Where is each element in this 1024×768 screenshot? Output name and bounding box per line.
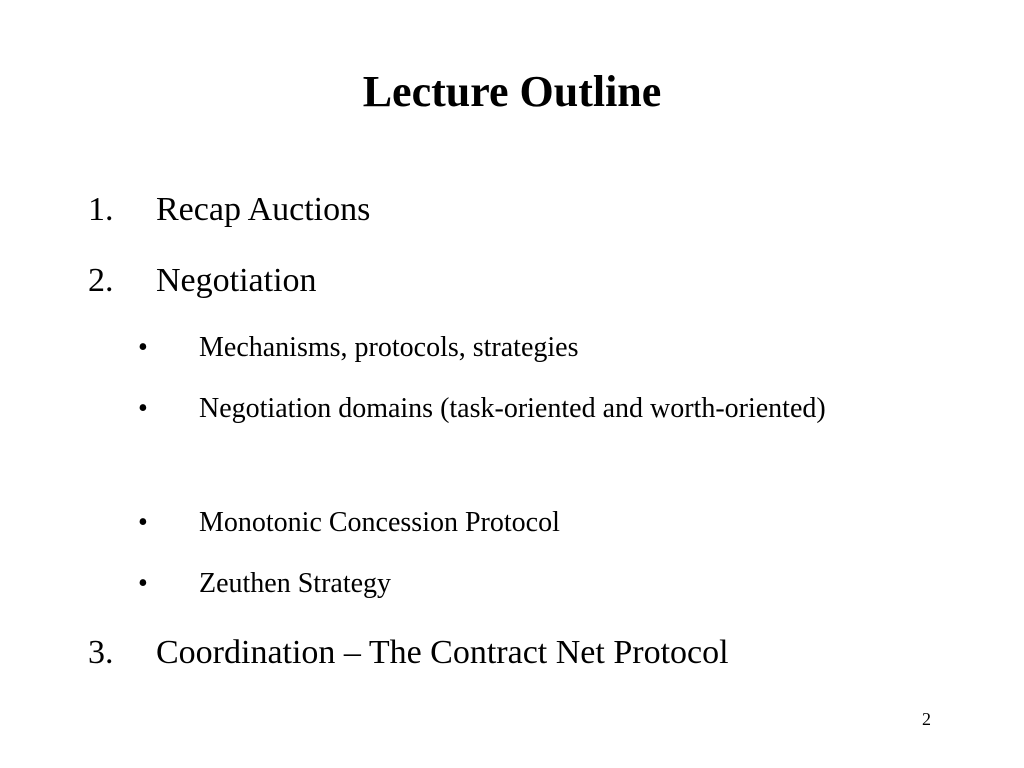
outline-item-number: 1. [88, 191, 114, 228]
outline-item-negotiation [88, 259, 317, 303]
subitem-text: Zeuthen Strategy [199, 568, 392, 599]
subitem-monotonic-concession [138, 496, 858, 550]
bullet-icon: • [138, 507, 148, 538]
subitem-mechanisms [138, 321, 858, 375]
subitem-text: Mechanisms, protocols, strategies [199, 332, 579, 363]
outline-item-recap-auctions [88, 188, 370, 232]
outline-item-number: 2. [88, 262, 114, 299]
outline-item-text: Recap Auctions [156, 191, 371, 228]
bullet-icon: • [138, 393, 148, 424]
outline-item-text: Coordination – The Contract Net Protocol [156, 634, 729, 671]
bullet-icon: • [138, 568, 148, 599]
subitem-text: Negotiation domains (task-oriented and worth-oriented) [199, 393, 826, 424]
subitem-zeuthen-strategy [138, 557, 858, 611]
subitem-negotiation-domains [138, 382, 858, 436]
page-number: 2 [922, 709, 931, 729]
outline-item-number: 3. [88, 634, 114, 671]
subitem-text: Monotonic Concession Protocol [199, 507, 560, 538]
outline-item-coordination [88, 631, 729, 675]
bullet-icon: • [138, 332, 148, 363]
outline-item-text: Negotiation [156, 262, 317, 299]
slide-title: Lecture Outline [362, 67, 662, 116]
